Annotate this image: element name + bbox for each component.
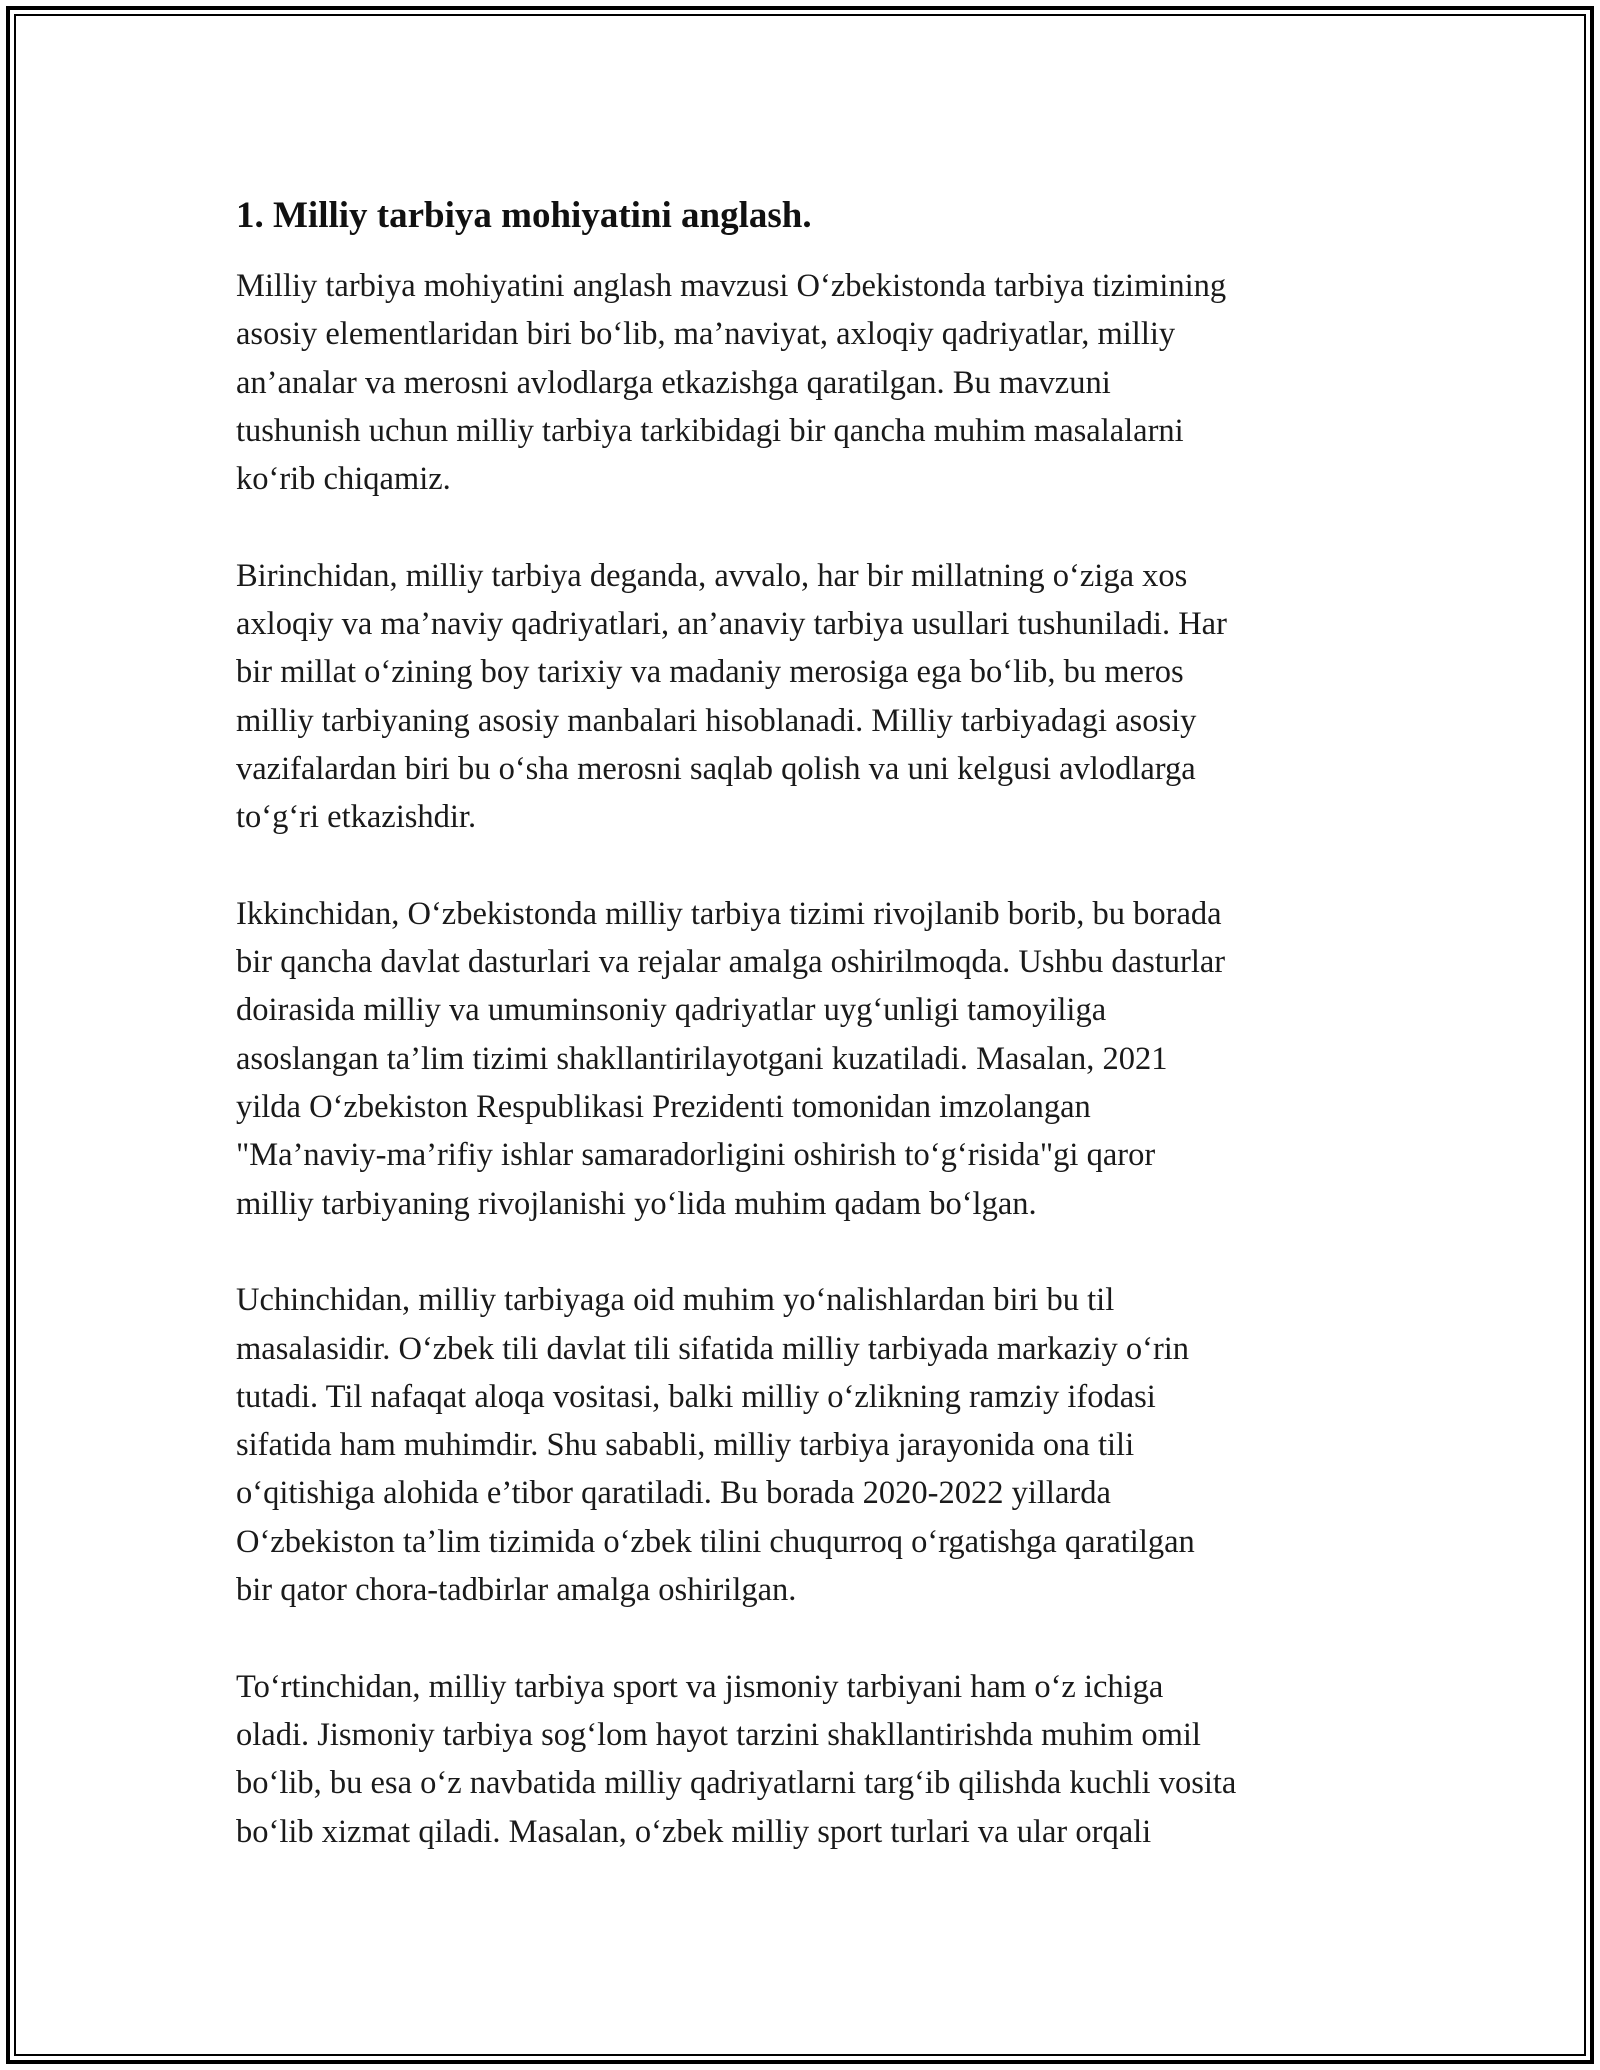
paragraph-line: o‘qitishiga alohida e’tibor qaratiladi. Bu borada 2020-2022 yillarda <box>236 1475 1111 1512</box>
paragraph-line: bir millat o‘zining boy tarixiy va madaniy merosiga ega bo‘lib, bu meros <box>236 654 1184 691</box>
paragraph-line: milliy tarbiyaning rivojlanishi yo‘lida muhim qadam bo‘lgan. <box>236 1185 1037 1222</box>
paragraph-line: bo‘lib, bu esa o‘z navbatida milliy qadriyatlarni targ‘ib qilishda kuchli vosita <box>236 1765 1237 1802</box>
paragraph-line: bo‘lib xizmat qiladi. Masalan, o‘zbek milliy sport turlari va ular orqali <box>236 1813 1152 1850</box>
paragraph-intro <box>236 262 1376 503</box>
paragraph-line: tushunish uchun milliy tarbiya tarkibidagi bir qancha muhim masalalarni <box>236 412 1184 449</box>
paragraph-line: Uchinchidan, milliy tarbiyaga oid muhim yo‘nalishlardan biri bu til <box>236 1282 1115 1319</box>
paragraph-second <box>236 890 1376 1228</box>
paragraph-line: Birinchidan, milliy tarbiya deganda, avvalo, har bir millatning o‘ziga xos <box>236 557 1188 594</box>
paragraph-line: Milliy tarbiya mohiyatini anglash mavzusi O‘zbekistonda tarbiya tizimining <box>236 268 1227 304</box>
paragraph-line: vazifalardan biri bu o‘sha merosni saqlab qolish va uni kelgusi avlodlarga <box>236 750 1196 787</box>
paragraph-line: To‘rtinchidan, milliy tarbiya sport va jismoniy tarbiyani ham o‘z ichiga <box>236 1668 1164 1705</box>
paragraph-line: axloqiy va ma’naviy qadriyatlari, an’anaviy tarbiya usullari tushuniladi. Har <box>236 606 1227 643</box>
paragraph-line: ko‘rib chiqamiz. <box>236 461 451 498</box>
paragraph-line: oladi. Jismoniy tarbiya sog‘lom hayot tarzini shakllantirishda muhim omil <box>236 1716 1201 1753</box>
paragraph-line: doirasida milliy va umuminsoniy qadriyatlar uyg‘unligi tamoyiliga <box>236 992 1107 1029</box>
paragraph-line: O‘zbekiston ta’lim tizimida o‘zbek tilini chuqurroq o‘rgatishga qaratilgan <box>236 1523 1195 1560</box>
paragraph-line: masalasidir. O‘zbek tili davlat tili sifatida milliy tarbiyada markaziy o‘rin <box>236 1330 1190 1367</box>
paragraph-line: asoslangan ta’lim tizimi shakllantirilayotgani kuzatiladi. Masalan, 2021 <box>236 1040 1168 1077</box>
paragraph-line: "Ma’naviy-ma’rifiy ishlar samaradorligini oshirish to‘g‘risida"gi qaror <box>236 1137 1156 1174</box>
paragraph-line: sifatida ham muhimdir. Shu sababli, milliy tarbiya jarayonida ona tili <box>236 1427 1135 1464</box>
paragraph-third <box>236 1276 1376 1614</box>
paragraph-line: yilda O‘zbekiston Respublikasi Prezidenti tomonidan imzolangan <box>236 1089 1091 1126</box>
paragraph-first <box>236 552 1376 842</box>
paragraph-line: tutadi. Til nafaqat aloqa vositasi, balki milliy o‘zlikning ramziy ifodasi <box>236 1378 1156 1415</box>
paragraph-line: to‘g‘ri etkazishdir. <box>236 799 477 836</box>
paragraph-line: milliy tarbiyaning asosiy manbalari hisoblanadi. Milliy tarbiyadagi asosiy <box>236 702 1197 739</box>
paragraph-line: bir qator chora-tadbirlar amalga oshirilgan. <box>236 1572 797 1609</box>
paragraph-line: Ikkinchidan, O‘zbekistonda milliy tarbiya tizimi rivojlanib borib, bu borada <box>236 895 1222 932</box>
paragraph-fourth <box>236 1663 1376 1856</box>
paragraph-line: bir qancha davlat dasturlari va rejalar amalga oshirilmoqda. Ushbu dasturlar <box>236 944 1226 981</box>
paragraph-line: asosiy elementlaridan biri bo‘lib, ma’naviyat, axloqiy qadriyatlar, milliy <box>236 316 1176 353</box>
document-body <box>236 192 1376 1904</box>
paragraph-line: an’analar va merosni avlodlarga etkazishga qaratilgan. Bu mavzuni <box>236 364 1111 401</box>
section-heading: 1. Milliy tarbiya mohiyatini anglash. <box>236 195 812 236</box>
